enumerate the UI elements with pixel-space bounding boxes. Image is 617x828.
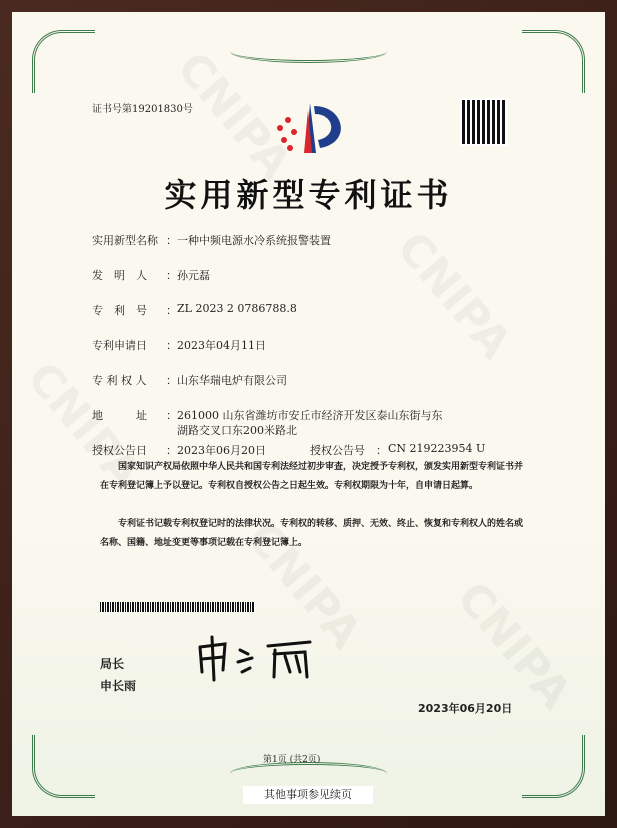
director-name: 申长雨 (100, 679, 137, 693)
qr-code (462, 100, 506, 144)
corner-ornament (522, 735, 585, 798)
field-label: 授权公告日 (92, 444, 147, 457)
page-indicator: 第1页 (共2页) (263, 755, 321, 765)
continuation-note: 其他事项参见续页 (243, 786, 373, 804)
corner-ornament (522, 30, 585, 93)
top-ornament (230, 40, 387, 63)
inventor: 孙元磊 (177, 269, 210, 282)
barcode (100, 602, 255, 612)
address-line-1: 261000 山东省潍坊市安丘市经济开发区泰山东街与东 (177, 409, 443, 422)
certificate-statement: 专利证书记载专利权登记时的法律状况。专利权的转移、质押、无效、终止、恢复和专利权人的姓名或名称、国籍、地址变更等事项记载在专利登记簿上。 (100, 519, 524, 548)
corner-ornament (32, 30, 95, 93)
application-date: 2023年04月11日 (177, 339, 266, 352)
patent-number: ZL 2023 2 0786788.8 (177, 302, 297, 315)
field-label: 地 址 (92, 409, 147, 422)
utility-model-name: 一种中频电源水冷系统报警装置 (177, 234, 331, 247)
field-label: 专 利 号 (92, 304, 147, 317)
director-title: 局长 (100, 657, 125, 671)
corner-ornament (32, 735, 95, 798)
signature (190, 632, 320, 682)
bottom-ornament (230, 762, 387, 785)
field-label: 授权公告号 (310, 444, 365, 457)
certificate-number: 证书号第19201830号 (92, 104, 193, 115)
field-label: 专利申请日 (92, 339, 147, 352)
certificate-statement: 国家知识产权局依照中华人民共和国专利法经过初步审查，决定授予专利权，颁发实用新型专利证书并在专利登记簿上予以登记。专利权自授权公告之日起生效。专利权期限为十年，自申请日起算。 (100, 462, 524, 491)
grant-announcement-date: 2023年06月20日 (177, 444, 266, 457)
cnipa-logo (270, 98, 355, 160)
field-label: 发 明 人 (92, 269, 147, 282)
page-title: 实用新型专利证书 (164, 176, 453, 214)
issue-date: 2023年06月20日 (418, 702, 513, 715)
grant-announcement-number: CN 219223954 U (388, 442, 486, 455)
field-label: 实用新型名称 (92, 234, 158, 247)
address-line-2: 湖路交叉口东200米路北 (177, 424, 297, 437)
patentee: 山东华瑞电炉有限公司 (177, 374, 287, 387)
field-label: 专 利 权 人 (92, 374, 147, 387)
